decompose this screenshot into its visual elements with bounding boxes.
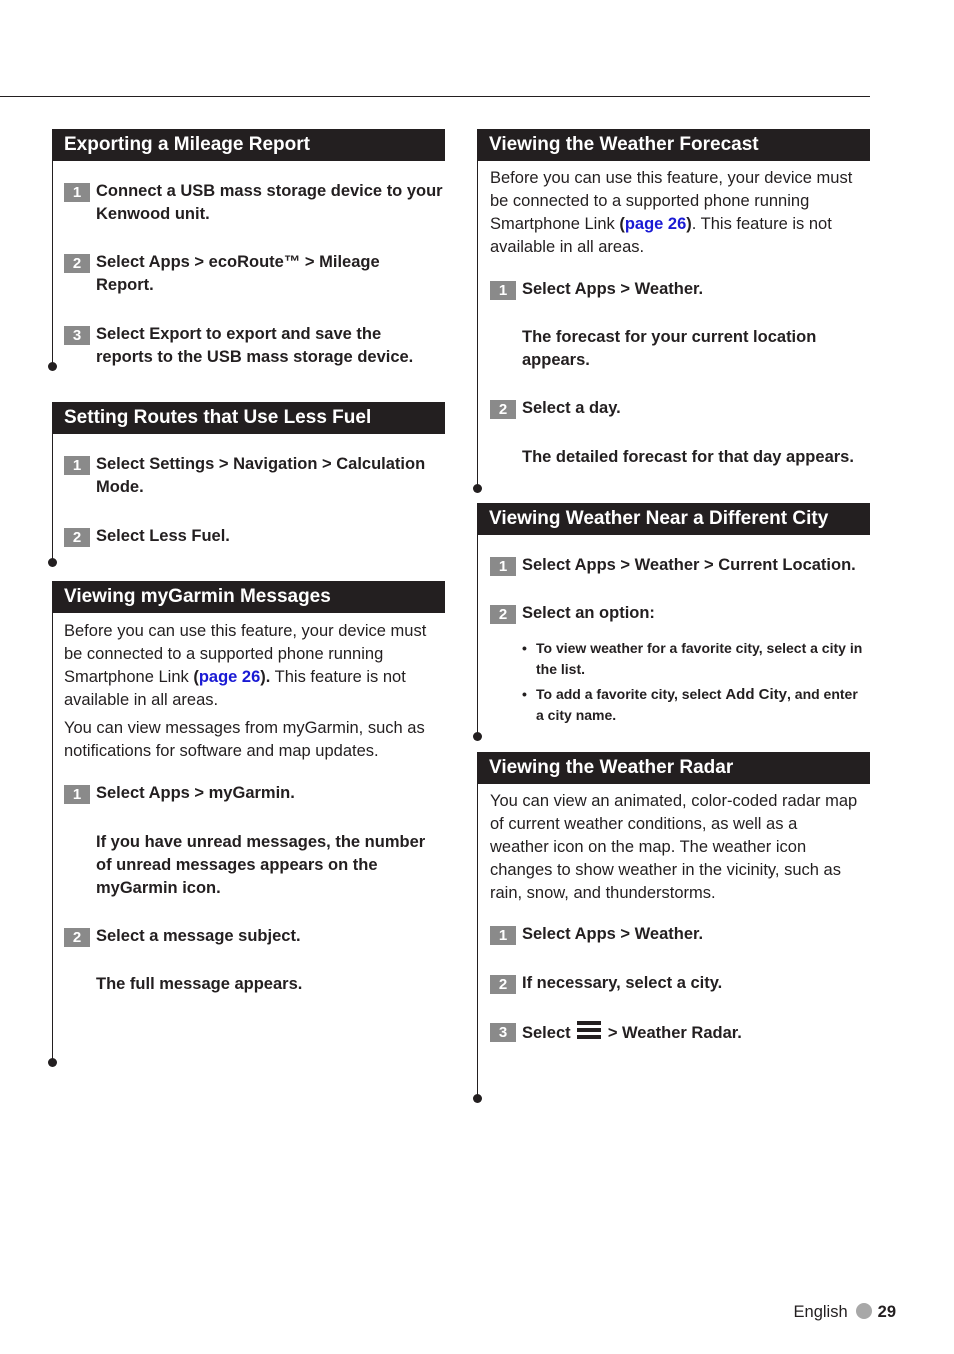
step-number: 3: [64, 326, 90, 345]
step-number: 2: [490, 975, 516, 994]
right-column-rule: [477, 129, 478, 489]
step-text: Select Export to export and save the reports to the USB mass storage device.: [96, 325, 414, 366]
left-column-rule: [52, 129, 53, 367]
page-link[interactable]: page 26: [624, 215, 687, 233]
step-text: Select > Weather Radar.: [522, 1020, 862, 1045]
step-text: Connect a USB mass storage device to your Kenwood unit.: [96, 182, 443, 223]
page-marker-dot: [856, 1303, 872, 1319]
body-paragraph: You can view messages from myGarmin, such as notifications for software and map updates.: [64, 719, 425, 760]
page-number: 29: [877, 1303, 896, 1321]
right-column-rule: [477, 503, 478, 736]
section-title-forecast: Viewing the Weather Forecast: [477, 129, 870, 161]
step-number: 1: [64, 785, 90, 804]
step-text: Select Apps > Weather.: [522, 280, 704, 298]
step-text: Select a message subject.: [96, 927, 301, 945]
step-result: The full message appears.: [96, 975, 303, 993]
top-rule: [0, 96, 870, 97]
bullet-mark: •: [522, 686, 527, 702]
step-number: 2: [64, 528, 90, 547]
step-text: Select Apps > Weather.: [522, 925, 704, 943]
step-text: Select Apps > ecoRoute™ > Mileage Report.: [96, 253, 380, 294]
section-end-dot: [473, 732, 482, 741]
section-title-export: Exporting a Mileage Report: [52, 129, 445, 161]
footer-language: English: [793, 1303, 848, 1321]
step-text: Select Less Fuel.: [96, 527, 230, 545]
right-column-rule: [477, 752, 478, 1099]
step-text: Select a day.: [522, 399, 621, 417]
step-result: The forecast for your current location appears.: [522, 328, 817, 369]
option-bullet: • To view weather for a favorite city, select a city in the list.: [522, 640, 863, 677]
section-title-radar: Viewing the Weather Radar: [477, 752, 870, 784]
section-end-dot: [48, 1058, 57, 1067]
step-number: 1: [490, 281, 516, 300]
left-column-rule: [52, 581, 53, 1063]
section-end-dot: [473, 1094, 482, 1103]
section-end-dot: [48, 362, 57, 371]
step-text: Select Apps > myGarmin.: [96, 784, 295, 802]
step-text: Select Settings > Navigation > Calculation Mode.: [96, 455, 426, 496]
intro-paragraph: You can view an animated, color-coded radar map of current weather conditions, as well as a weather icon on the map. The weather icon changes to show weather in the vicinity, such as rain, snow, and thunderstorms.: [490, 792, 858, 902]
intro-paragraph: Before you can use this feature, your device must be connected to a supported phone running Smartphone Link (page 26). This feature is not available in all areas.: [64, 622, 427, 709]
step-number: 3: [490, 1023, 516, 1042]
section-title-fuel: Setting Routes that Use Less Fuel: [52, 402, 445, 434]
step-text: Select an option:: [522, 604, 655, 622]
step-number: 2: [64, 928, 90, 947]
page-link[interactable]: page 26: [198, 668, 261, 686]
menu-icon: [577, 1020, 601, 1040]
step-number: 2: [490, 605, 516, 624]
step-number: 1: [490, 557, 516, 576]
intro-paragraph: Before you can use this feature, your device must be connected to a supported phone running Smartphone Link (page 26). This feature is not available in all areas.: [490, 169, 853, 256]
option-bullet: • To add a favorite city, select Add City, and enter a city name.: [522, 686, 858, 723]
step-number: 1: [64, 183, 90, 202]
step-result: If you have unread messages, the number of unread messages appears on the myGarmin icon.: [96, 833, 426, 897]
page-footer: [794, 1301, 896, 1323]
section-title-city: Viewing Weather Near a Different City: [477, 503, 870, 535]
section-end-dot: [48, 558, 57, 567]
step-text: If necessary, select a city.: [522, 974, 723, 992]
step-text: Select Apps > Weather > Current Location.: [522, 556, 856, 574]
step-number: 2: [64, 254, 90, 273]
step-number: 2: [490, 400, 516, 419]
step-number: 1: [490, 926, 516, 945]
section-end-dot: [473, 484, 482, 493]
step-number: 1: [64, 456, 90, 475]
step-result: The detailed forecast for that day appears.: [522, 448, 854, 466]
bullet-mark: •: [522, 640, 527, 656]
section-title-mygarmin: Viewing myGarmin Messages: [52, 581, 445, 613]
